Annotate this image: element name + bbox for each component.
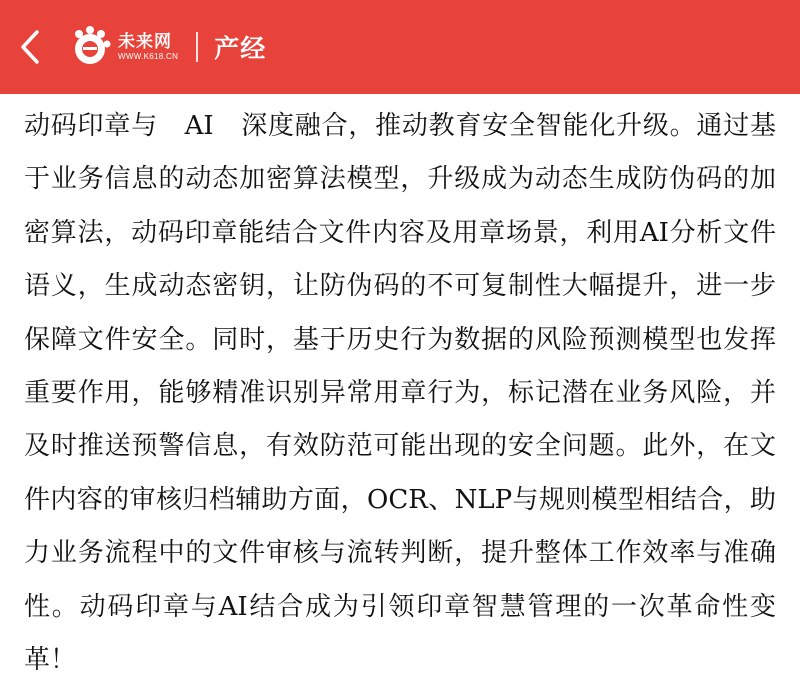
app-header	[0, 0, 800, 94]
back-button[interactable]	[0, 0, 60, 94]
logo-url: WWW.K618.CN	[118, 52, 179, 61]
chevron-left-icon	[19, 29, 41, 65]
logo-mark-icon	[70, 25, 114, 69]
logo-name: 未来网	[118, 32, 172, 52]
article-body: 动码印章与 AI 深度融合，推动教育安全智能化升级。通过基于业务信息的动态加密算法模型，升级成为动态生成防伪码的加密算法，动码印章能结合文件内容及用章场景，利用AI分析文件语义，生成动态密钥，让防伪码的不可复制性大幅提升，进一步保障文件安全。同时，基于历史行为数据的风险预测模型也发挥重要作用，能够精准识别异常用章行为，标记潜在业务风险，并及时推送预警信息，有效防范可能出现的安全问题。此外，在文件内容的审核归档辅助方面，OCR、NLP与规则模型相结合，助力业务流程中的文件审核与流转判断，提升整体工作效率与准确性。动码印章与AI结合成为引领印章智慧管理的一次革命性变革！	[24, 111, 776, 676]
header-divider	[196, 32, 198, 62]
site-logo[interactable]	[70, 25, 178, 69]
section-title: 产经	[214, 34, 267, 63]
